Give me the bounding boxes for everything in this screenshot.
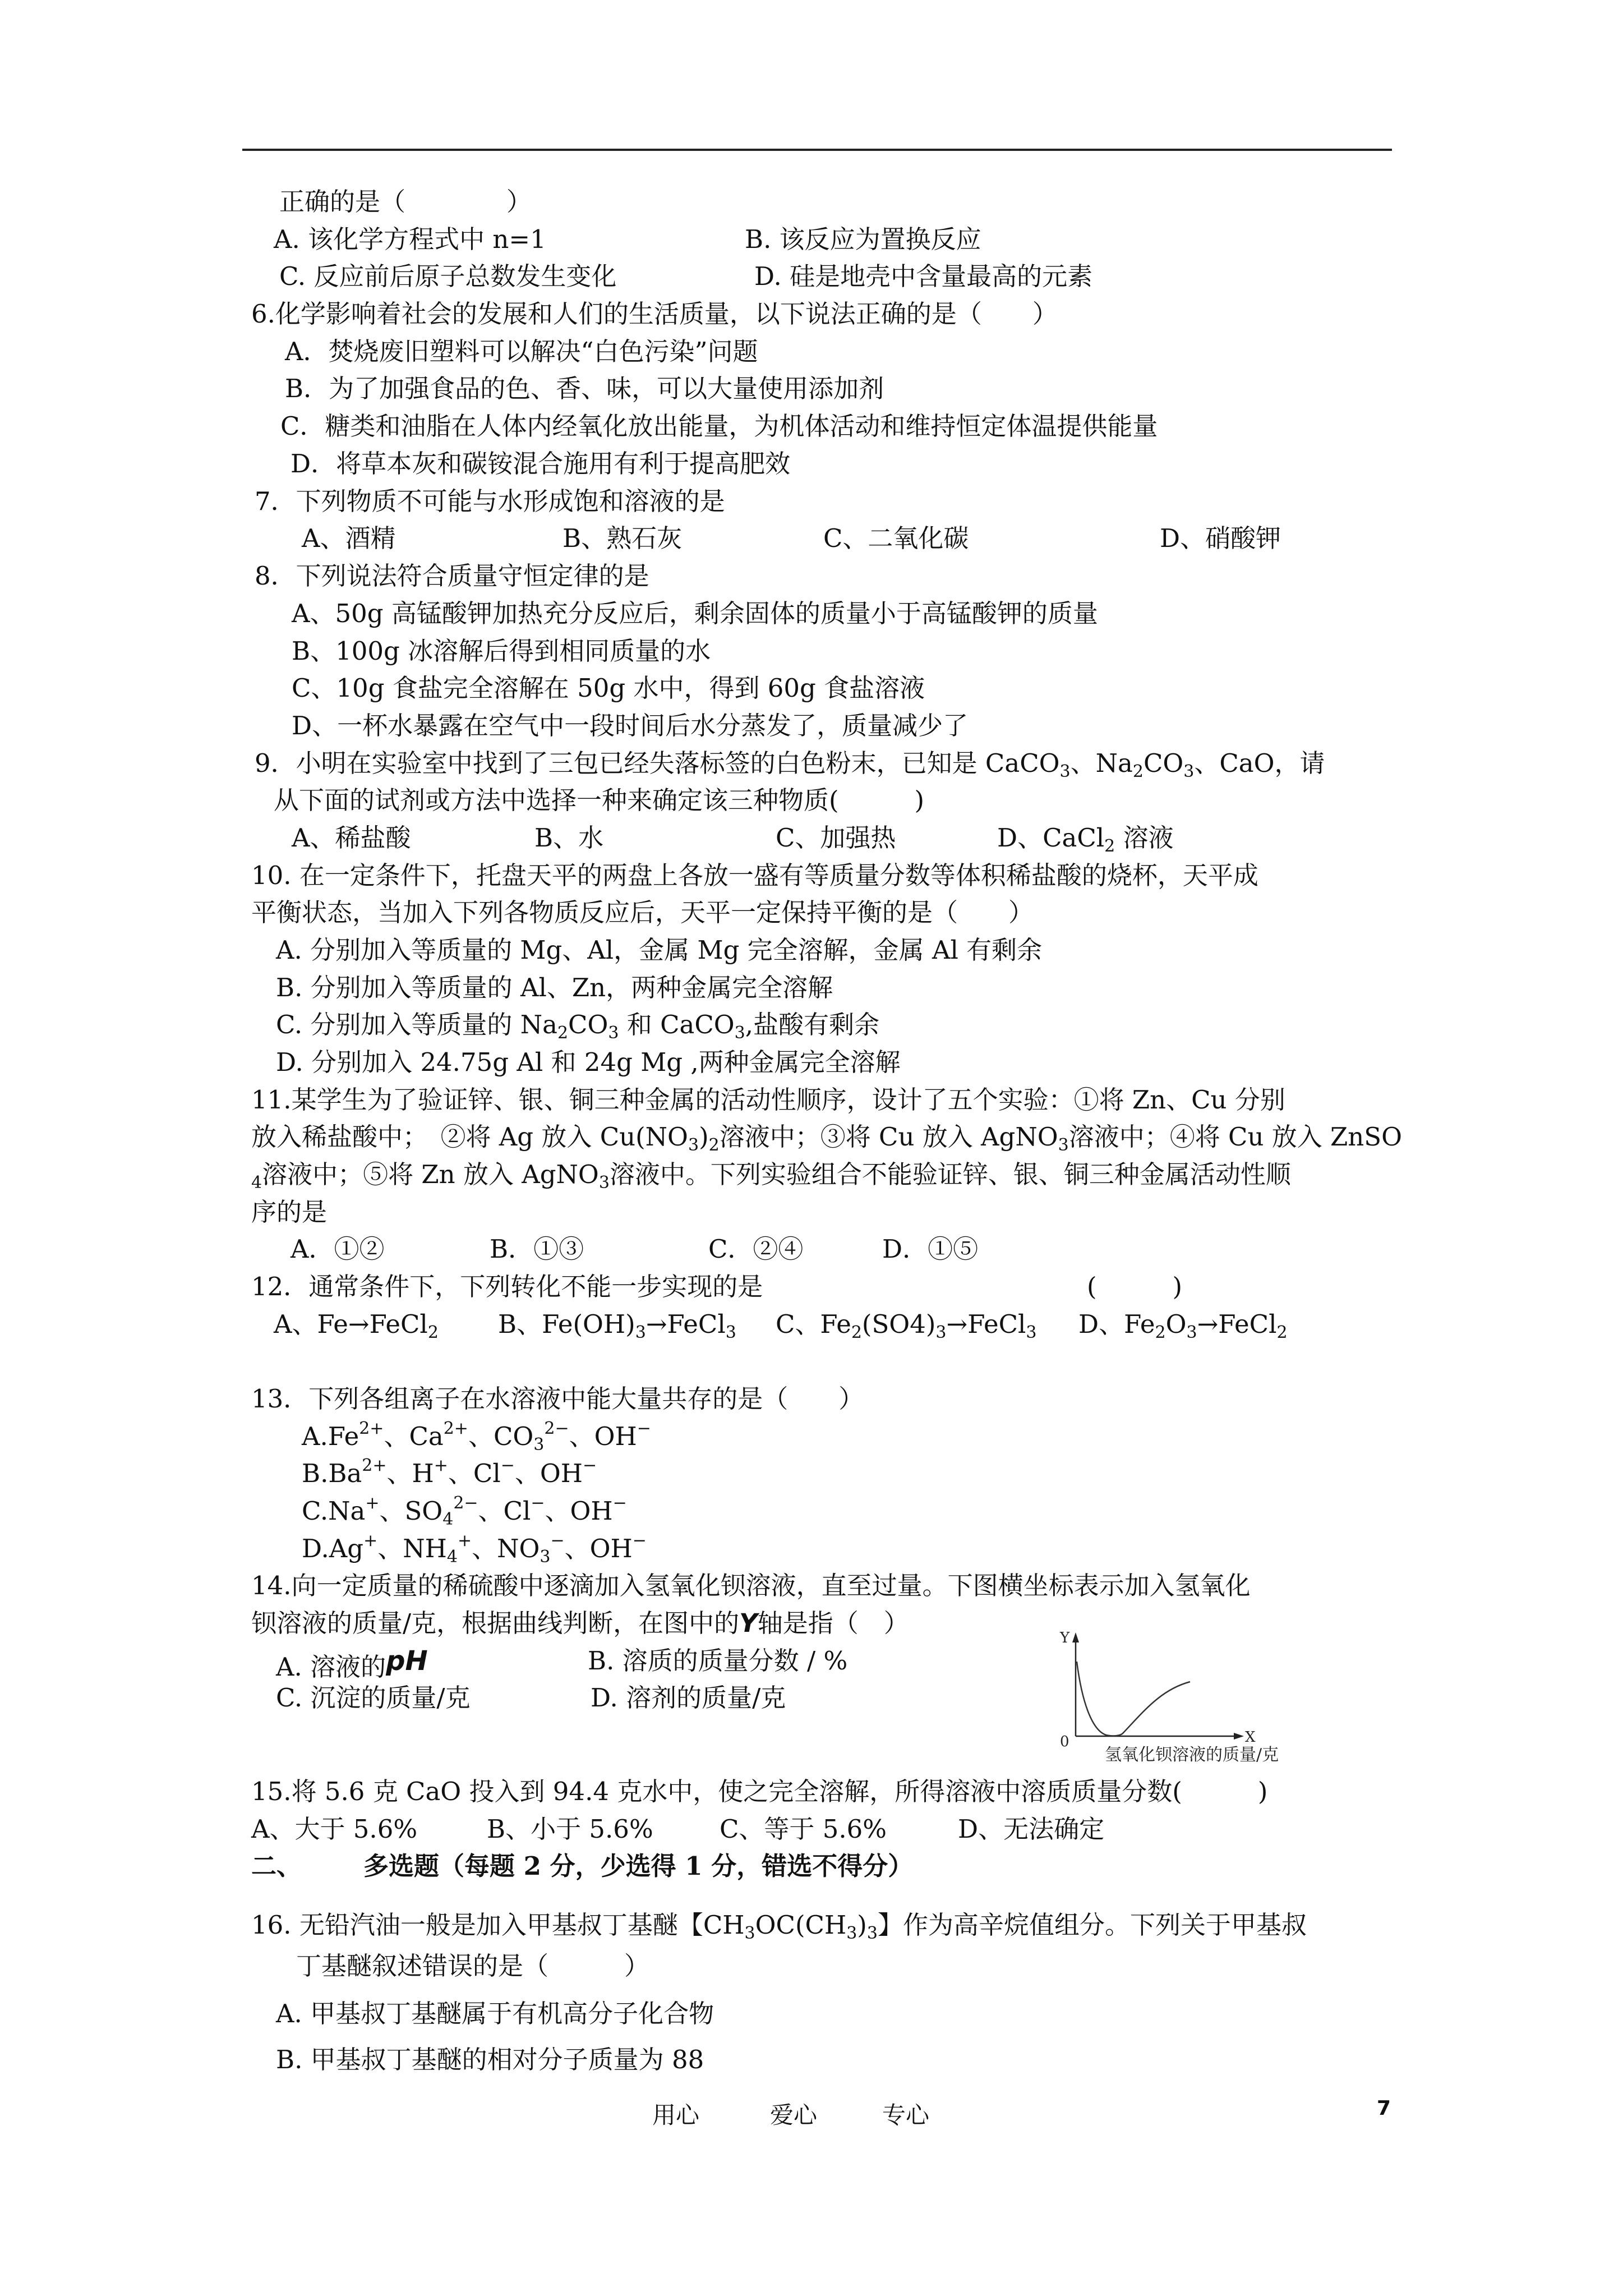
- q11-option-d: D．①⑤: [882, 1234, 979, 1264]
- q9-option-a: A、稀盐酸: [292, 823, 411, 853]
- q5-stem-end: 正确的是（ ）: [279, 187, 532, 217]
- q12-option-a: A、Fe→FeCl$_2$: [274, 1309, 439, 1342]
- q10-stem-line1: 10. 在一定条件下，托盘天平的两盘上各放一盛有等质量分数等体积稀盐酸的烧杯，天平成: [251, 861, 1258, 890]
- q13-option-b: $B.Ba^{2+}$、H+、Cl−、OH−: [302, 1456, 597, 1488]
- q12-option-d: D、$Fe_2O_3\to FeCl_2$: [1078, 1309, 1288, 1342]
- q11-stem-line4: 序的是: [251, 1197, 328, 1227]
- q7-option-a: A、酒精: [302, 523, 396, 553]
- q7-option-b: B、熟石灰: [562, 523, 683, 553]
- q6-option-d: D．将草本灰和碳铵混合施用有利于提高肥效: [291, 449, 791, 478]
- q6-option-c: C．糖类和油脂在人体内经氧化放出能量，为机体活动和维持恒定体温提供能量: [280, 411, 1158, 441]
- q9-stem-line2: 从下面的试剂或方法中选择一种来确定该三种物质( ): [274, 785, 925, 815]
- q6-stem: 6.化学影响着社会的发展和人们的生活质量，以下说法正确的是（ ）: [251, 299, 1058, 329]
- footer-middle: 爱心: [770, 2101, 818, 2129]
- q14-option-d: D. 溶剂的质量/克: [591, 1683, 786, 1713]
- q9-option-c: C、加强热: [776, 823, 896, 853]
- q10-option-d: D. 分别加入 24.75g Al 和 24g Mg ,两种金属完全溶解: [276, 1047, 901, 1077]
- figure-y-arrow: [1072, 1632, 1079, 1642]
- q14-stem-line1: 14.向一定质量的稀硫酸中逐滴加入氢氧化钡溶液，直至过量。下图横坐标表示加入氢氧化: [251, 1571, 1251, 1600]
- figure-x-arrow: [1234, 1733, 1244, 1740]
- q15-option-b: B、小于 5.6%: [487, 1814, 653, 1844]
- q5-option-b: B. 该反应为置换反应: [745, 224, 981, 254]
- q16-stem-line1: 16. 无铅汽油一般是加入甲基叔丁基醚【$CH_3OC(CH_3)_3$】作为高辛烷值组分。下列关于甲基叔: [251, 1910, 1307, 1943]
- q9-option-b: B、水: [534, 823, 604, 853]
- q11-stem-line2: 放入稀盐酸中； ②将 Ag 放入 $Cu(NO_3)_2$溶液中；③将 Cu 放入 AgNO$_3$溶液中；④将 Cu 放入 ZnSO: [251, 1122, 1403, 1155]
- q8-option-d: D、一杯水暴露在空气中一段时间后水分蒸发了，质量减少了: [292, 711, 969, 740]
- q8-option-b: B、100g 冰溶解后得到相同质量的水: [292, 636, 711, 666]
- q16-option-b: B. 甲基叔丁基醚的相对分子质量为 88: [276, 2045, 704, 2074]
- q10-stem-line2: 平衡状态，当加入下列各物质反应后，天平一定保持平衡的是（ ）: [251, 898, 1034, 927]
- figure-x-label: X: [1245, 1729, 1256, 1746]
- q7-option-d: D、硝酸钾: [1160, 523, 1281, 553]
- q11-stem-line3: $_4$溶液中；⑤将 Zn 放入 AgNO$_3$溶液中。下列实验组合不能验证锌、银、铜三种金属活动性顺: [251, 1159, 1291, 1193]
- footer-right: 专心: [882, 2101, 930, 2129]
- q14-option-a: A. 溶液的pH: [276, 1645, 428, 1682]
- figure-curve: [1077, 1662, 1190, 1736]
- q5-option-d: D. 硅是地壳中含量最高的元素: [754, 261, 1093, 291]
- q7-option-c: C、二氧化碳: [823, 523, 969, 553]
- q10-option-a: A. 分别加入等质量的 Mg、Al，金属 Mg 完全溶解，金属 Al 有剩余: [276, 935, 1043, 965]
- q13-option-a: $A.Fe^{2+}$、$Ca^{2+}$、$CO_3^{2-}$、OH−: [302, 1419, 651, 1455]
- q12-answer-blank: ( ): [1087, 1272, 1183, 1301]
- q11-option-c: C．②④: [708, 1234, 804, 1264]
- q11-option-b: B．①③: [490, 1234, 584, 1264]
- section-heading: 多选题（每题 2 分，少选得 1 分，错选不得分）: [363, 1851, 914, 1881]
- q15-option-c: C、等于 5.6%: [720, 1814, 887, 1844]
- q16-stem-line2: 丁基醚叙述错误的是（ ）: [296, 1951, 650, 1981]
- q8-stem: 8．下列说法符合质量守恒定律的是: [255, 561, 649, 591]
- figure-y-label: Y: [1060, 1630, 1070, 1646]
- q12-option-b: B、$Fe(OH)_3\to FeCl_3$: [498, 1309, 736, 1342]
- q9-option-d: D、CaCl$_2$ 溶液: [997, 823, 1174, 856]
- q15-stem: 15.将 5.6 克 CaO 投入到 94.4 克水中，使之完全溶解，所得溶液中溶质质量分数( ): [251, 1777, 1268, 1806]
- q16-option-a: A. 甲基叔丁基醚属于有机高分子化合物: [276, 1999, 714, 2028]
- q10-option-b: B. 分别加入等质量的 Al、Zn，两种金属完全溶解: [276, 973, 833, 1002]
- q13-option-c: C.Na+、$SO_4^{2-}$、Cl−、OH−: [302, 1493, 627, 1529]
- q7-stem: 7．下列物质不可能与水形成饱和溶液的是: [255, 486, 725, 516]
- q15-option-a: A、大于 5.6%: [251, 1814, 418, 1844]
- figure-caption: 氢氧化钡溶液的质量/克: [1105, 1745, 1279, 1764]
- header-rule: [242, 149, 1392, 151]
- q8-option-c: C、10g 食盐完全溶解在 50g 水中，得到 60g 食盐溶液: [292, 673, 925, 703]
- q11-stem-line1: 11.某学生为了验证锌、银、铜三种金属的活动性顺序，设计了五个实验：①将 Zn、Cu 分别: [251, 1085, 1285, 1115]
- q12-option-c: C、$Fe_2(SO4)_3\to FeCl_3$: [776, 1309, 1037, 1342]
- q9-stem-line1: 9．小明在实验室中找到了三包已经失落标签的白色粉末，已知是 CaCO$_3$、$Na_2CO_3$、CaO，请: [255, 748, 1325, 781]
- q13-stem: 13．下列各组离子在水溶液中能大量共存的是（ ）: [251, 1384, 864, 1414]
- q12-stem: 12．通常条件下，下列转化不能一步实现的是: [251, 1272, 763, 1301]
- q13-option-d: D.Ag+、$NH_4^+$、$NO_3^-$、OH−: [302, 1531, 647, 1567]
- section-number: 二、: [251, 1851, 302, 1881]
- q14-option-c: C. 沉淀的质量/克: [276, 1683, 471, 1713]
- q6-option-b: B．为了加强食品的色、香、味，可以大量使用添加剂: [285, 374, 884, 403]
- q14-stem-line2: 钡溶液的质量/克，根据曲线判断，在图中的Y轴是指（ ）: [251, 1608, 909, 1638]
- q8-option-a: A、50g 高锰酸钾加热充分反应后，剩余固体的质量小于高锰酸钾的质量: [292, 599, 1098, 628]
- q11-option-a: A．①②: [291, 1234, 385, 1264]
- footer-left: 用心: [652, 2101, 700, 2129]
- q15-option-d: D、无法确定: [958, 1814, 1105, 1844]
- q14-curve-figure: [1038, 1627, 1329, 1764]
- q10-option-c: C. 分别加入等质量的 $Na_2CO_3$ 和 CaCO$_3$,盐酸有剩余: [276, 1010, 880, 1043]
- q6-option-a: A．焚烧废旧塑料可以解决“白色污染”问题: [285, 337, 758, 366]
- q5-option-a: A. 该化学方程式中 n=1: [274, 224, 546, 254]
- figure-origin-label: 0: [1060, 1733, 1069, 1750]
- page-number: 7: [1377, 2097, 1391, 2120]
- q14-option-b: B. 溶质的质量分数 / %: [588, 1646, 848, 1676]
- q5-option-c: C. 反应前后原子总数发生变化: [279, 261, 617, 291]
